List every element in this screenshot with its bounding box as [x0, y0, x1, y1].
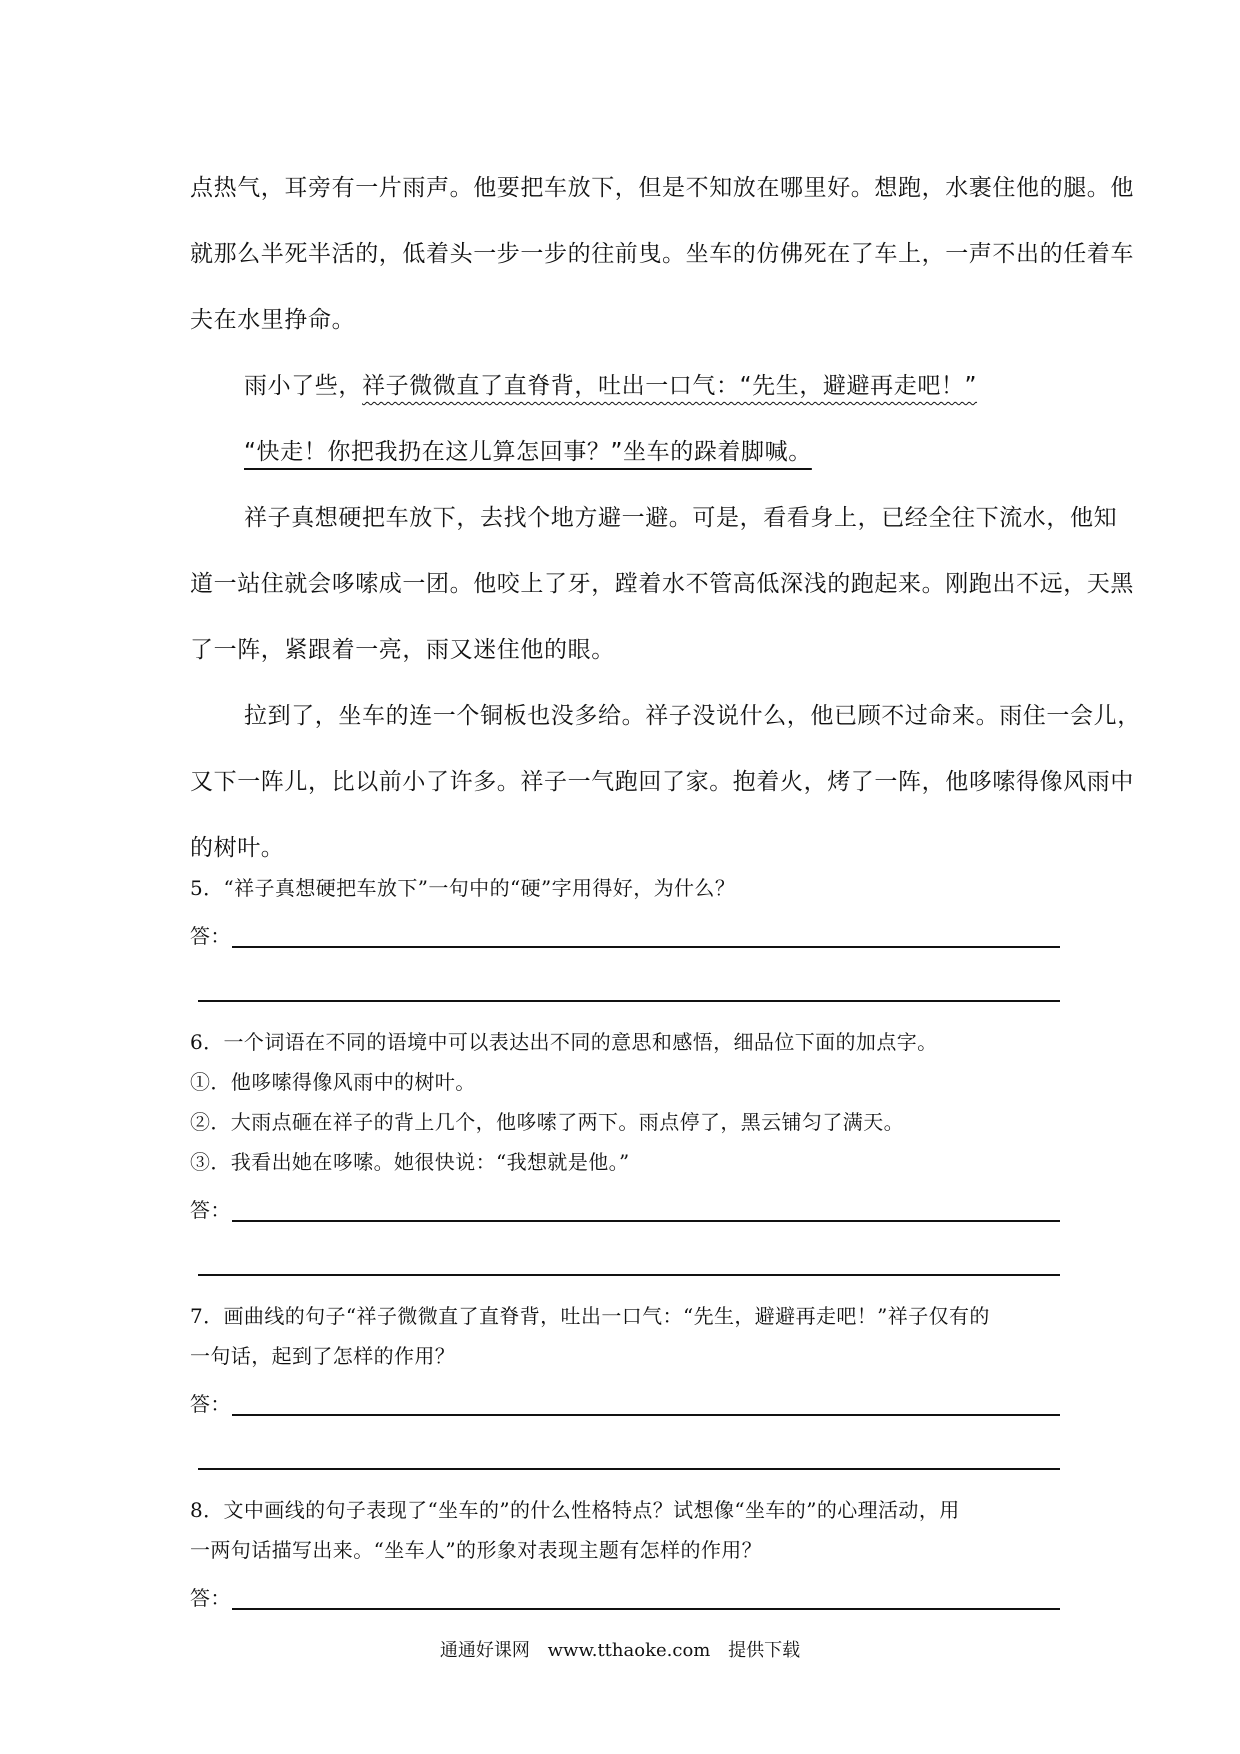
answer-field-q8[interactable]: [190, 1570, 1060, 1618]
footer-url[interactable]: www.tthaoke.com: [547, 1640, 711, 1661]
question-5: 5．“祥子真想硬把车放下”一句中的“硬”字用得好，为什么？: [190, 876, 736, 900]
answer-line: [198, 1468, 1060, 1470]
answer-label: 答：: [190, 924, 231, 948]
question-6: 6．一个词语在不同的语境中可以表达出不同的意思和感悟，细品位下面的加点字。: [190, 1030, 938, 1054]
answer-line: [198, 1000, 1060, 1002]
question-7: 7．画曲线的句子“祥子微微直了直脊背，吐出一口气：“先生，避避再走吧！”祥子仅有的: [190, 1304, 990, 1328]
question-section: [190, 868, 1060, 1618]
answer-line: [232, 1219, 1060, 1222]
passage-line: 点热气，耳旁有一片雨声。他要把车放下，但是不知放在哪里好。想跑，水裹住他的腿。他: [190, 175, 1134, 201]
reading-passage: [190, 155, 1141, 881]
answer-blank-line[interactable]: [190, 956, 1060, 1008]
question-8-cont: 一两句话描写出来。“坐车人”的形象对表现主题有怎样的作用？: [190, 1538, 763, 1562]
question-6-item: ①．他哆嗦得像风雨中的树叶。: [190, 1070, 476, 1094]
answer-field-q5[interactable]: [190, 908, 1060, 956]
answer-field-q7[interactable]: [190, 1376, 1060, 1424]
answer-field-q6[interactable]: [190, 1182, 1060, 1230]
passage-line: 又下一阵儿，比以前小了许多。祥子一气跑回了家。抱着火，烤了一阵，他哆嗦得像风雨中: [190, 769, 1134, 795]
question-8: 8．文中画线的句子表现了“坐车的”的什么性格特点？试想像“坐车的”的心理活动，用: [190, 1498, 960, 1522]
answer-line: [232, 1607, 1060, 1610]
question-6-item: ③．我看出她在哆嗦。她很快说：“我想就是他。”: [190, 1150, 630, 1174]
passage-line: 夫在水里挣命。: [190, 307, 356, 333]
passage-line: 的树叶。: [190, 835, 285, 861]
passage-line: 祥子真想硬把车放下，去找个地方避一避。可是，看看身上，已经全往下流水，他知: [244, 505, 1118, 531]
paragraph-hurry: [190, 419, 1060, 485]
footer-site-name: 通通好课网: [439, 1640, 530, 1661]
paragraph-rain: [190, 353, 1060, 419]
answer-label: 答：: [190, 1586, 231, 1610]
answer-line: [232, 945, 1060, 948]
answer-blank-line[interactable]: [190, 1424, 1060, 1476]
answer-label: 答：: [190, 1198, 231, 1222]
page-footer: [0, 1636, 1240, 1662]
answer-line: [198, 1274, 1060, 1276]
answer-line: [232, 1413, 1060, 1416]
wavy-underlined-sentence: 祥子微微直了直脊背，吐出一口气：“先生，避避再走吧！”: [362, 373, 978, 399]
answer-label: 答：: [190, 1392, 231, 1416]
passage-line: 了一阵，紧跟着一亮，雨又迷住他的眼。: [190, 637, 615, 663]
passage-line: 就那么半死半活的，低着头一步一步的往前曳。坐车的仿佛死在了车上，一声不出的任着车: [190, 241, 1134, 267]
underlined-sentence: “快走！你把我扔在这儿算怎回事？”坐车的跺着脚喊。: [244, 439, 812, 465]
answer-blank-line[interactable]: [190, 1230, 1060, 1282]
question-7-cont: 一句话，起到了怎样的作用？: [190, 1344, 456, 1368]
passage-line: 拉到了，坐车的连一个铜板也没多给。祥子没说什么，他已顾不过命来。雨住一会儿，: [244, 703, 1141, 729]
footer-suffix: 提供下载: [728, 1640, 801, 1661]
passage-line: 道一站住就会哆嗦成一团。他咬上了牙，蹚着水不管高低深浅的跑起来。刚跑出不远，天黑: [190, 571, 1134, 597]
rain-prefix: 雨小了些，: [244, 373, 362, 399]
question-6-item: ②．大雨点砸在祥子的背上几个，他哆嗦了两下。雨点停了，黑云铺匀了满天。: [190, 1110, 904, 1134]
